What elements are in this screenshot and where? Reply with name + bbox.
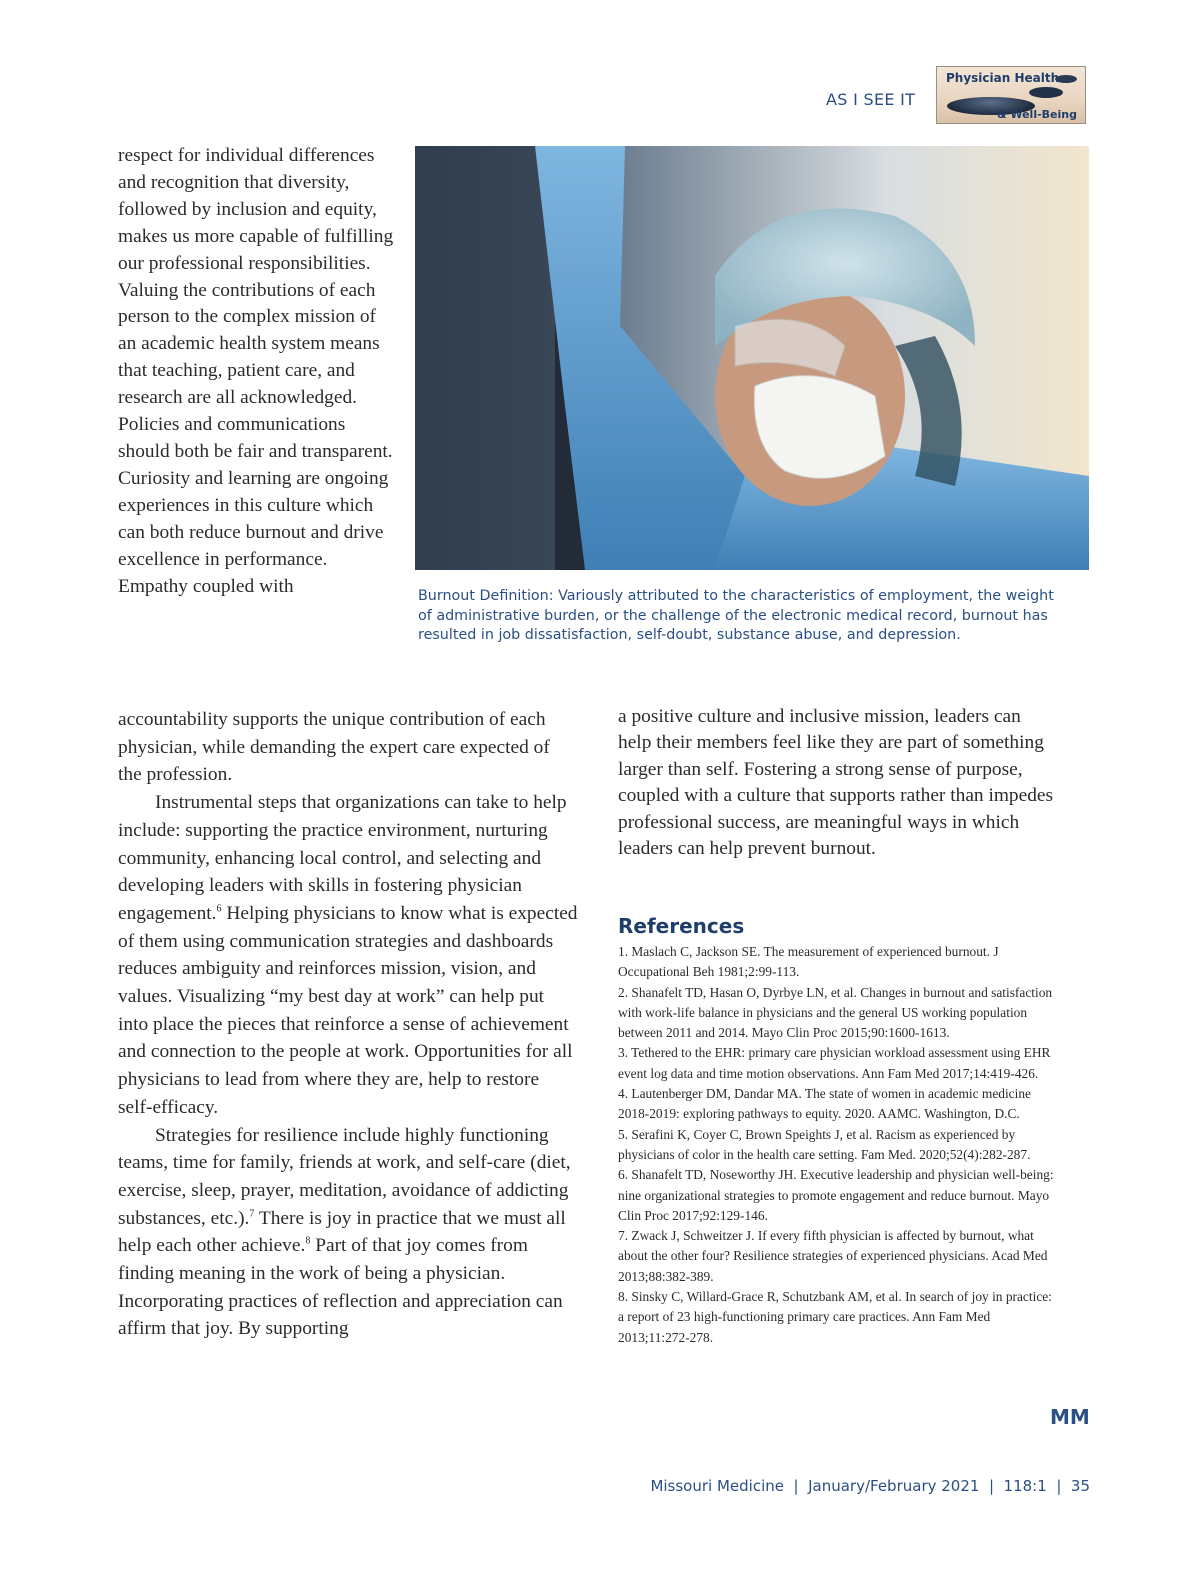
body-text: Helping physicians to know what is expected of them using communication strategies and dashboards reduces ambiguity and reinforces mission, vision, and values. Visualizing “my best day at work” can help put into place the pieces that reinforce a sense of achievement and connection to the people at work. Opportunities for all physicians to lead from where they are, help to restore self-efficacy. <box>118 902 578 1118</box>
left-column-main <box>118 706 578 1343</box>
body-text: There is joy in practice that we must all help each other achieve. <box>118 1207 566 1257</box>
body-text: Part of that joy comes from finding meaning in the work of being a physician. Incorporating practices of reflection and appreciation can affirm that joy. By supporting <box>118 1235 563 1340</box>
reference-item: 8. Sinsky C, Willard-Grace R, Schutzbank AM, et al. In search of joy in practice: a report of 23 high-functioning primary care practices. Ann Fam Med 2013;11:272-278. <box>618 1289 1052 1345</box>
surgeon-photo-illustration <box>415 146 1089 570</box>
reference-item: 5. Serafini K, Coyer C, Brown Speights J, et al. Racism as experienced by physicians of color in the health care setting. Fam Med. 2020;52(4):282-287. <box>618 1126 1031 1162</box>
reference-item: 7. Zwack J, Schweitzer J. If every fifth physician is affected by burnout, what about the other four? Resilience strategies of experienced physicians. Acad Med 2013;88:382-389. <box>618 1228 1048 1284</box>
reference-item: 3. Tethered to the EHR: primary care physician workload assessment using EHR event log data and time motion observations. Ann Fam Med 2017;14:419-426. <box>618 1045 1051 1081</box>
body-text: Instrumental steps that organizations can take to help include: supporting the practice environment, nurturing community, enhancing local control, and selecting and developing leaders with skills in fostering physician engagement. <box>118 792 567 924</box>
logo-stone-shape <box>1029 87 1063 98</box>
page-footer: Missouri Medicine | January/February 2021 | 118:1 | 35 <box>650 1477 1090 1495</box>
body-paragraph <box>118 1122 578 1344</box>
photo-caption: Burnout Definition: Variously attributed to the characteristics of employment, the weight of administrative burden, or the challenge of the electronic medical record, burnout has resulted in job dissatisfaction, self-doubt, substance abuse, and depression. <box>418 588 1054 643</box>
logo-subtitle: & Well-Being <box>996 108 1077 121</box>
footnote-marker: 8 <box>305 1235 311 1247</box>
surgeon-photo <box>415 146 1089 570</box>
end-mark: MM <box>1050 1405 1090 1429</box>
section-label: AS I SEE IT <box>826 90 916 109</box>
reference-item: 4. Lautenberger DM, Dandar MA. The state of women in academic medicine 2018-2019: exploring pathways to equity. 2020. AAMC. Washington, D.C. <box>618 1086 1031 1122</box>
footnote-marker: 6 <box>216 903 222 915</box>
body-paragraph: a positive culture and inclusive mission, leaders can help their members feel like they are part of something larger than self. Fostering a strong sense of purpose, coupled with a culture that supports rather than impedes professional success, are meaningful ways in which leaders can help prevent burnout. <box>618 706 1054 860</box>
body-paragraph: respect for individual differences and recognition that diversity, followed by inclusion and equity, makes us more capable of fulfilling our professional responsibilities. Valuing the contributions of each person to the complex mission of an academic health system means that teaching, patient care, and research are all acknowledged. Policies and communications should both be fair and transparent. Curiosity and learning are ongoing experiences in this culture which can both reduce burnout and drive excellence in performance. Empathy coupled with <box>118 145 394 597</box>
logo-title: Physician Health <box>946 71 1060 85</box>
left-column-top <box>118 143 398 600</box>
references-heading: References <box>618 914 745 938</box>
right-column-main <box>618 704 1058 862</box>
physician-health-logo <box>936 66 1086 124</box>
reference-item: 6. Shanafelt TD, Noseworthy JH. Executive leadership and physician well-being: nine organizational strategies to promote engagement and reduce burnout. Mayo Clin Proc 2017;92:129-146. <box>618 1167 1054 1223</box>
reference-item: 2. Shanafelt TD, Hasan O, Dyrbye LN, et al. Changes in burnout and satisfaction with work-life balance in physicians and the general US working population between 2011 and 2014. Mayo Clin Proc 2015;90:1600-1613. <box>618 984 1053 1041</box>
footnote-marker: 7 <box>249 1208 255 1220</box>
body-paragraph: accountability supports the unique contribution of each physician, while demanding the expert care expected of the profession. <box>118 709 550 786</box>
body-text: Strategies for resilience include highly functioning teams, time for family, friends at work, and self-care (diet, exercise, sleep, prayer, meditation, avoidance of addicting substances, etc.). <box>118 1124 571 1229</box>
reference-item: 1. Maslach C, Jackson SE. The measurement of experienced burnout. J Occupational Beh 1981;2:99-113. <box>618 944 999 980</box>
references-list <box>618 942 1058 1348</box>
body-paragraph <box>118 789 578 1121</box>
